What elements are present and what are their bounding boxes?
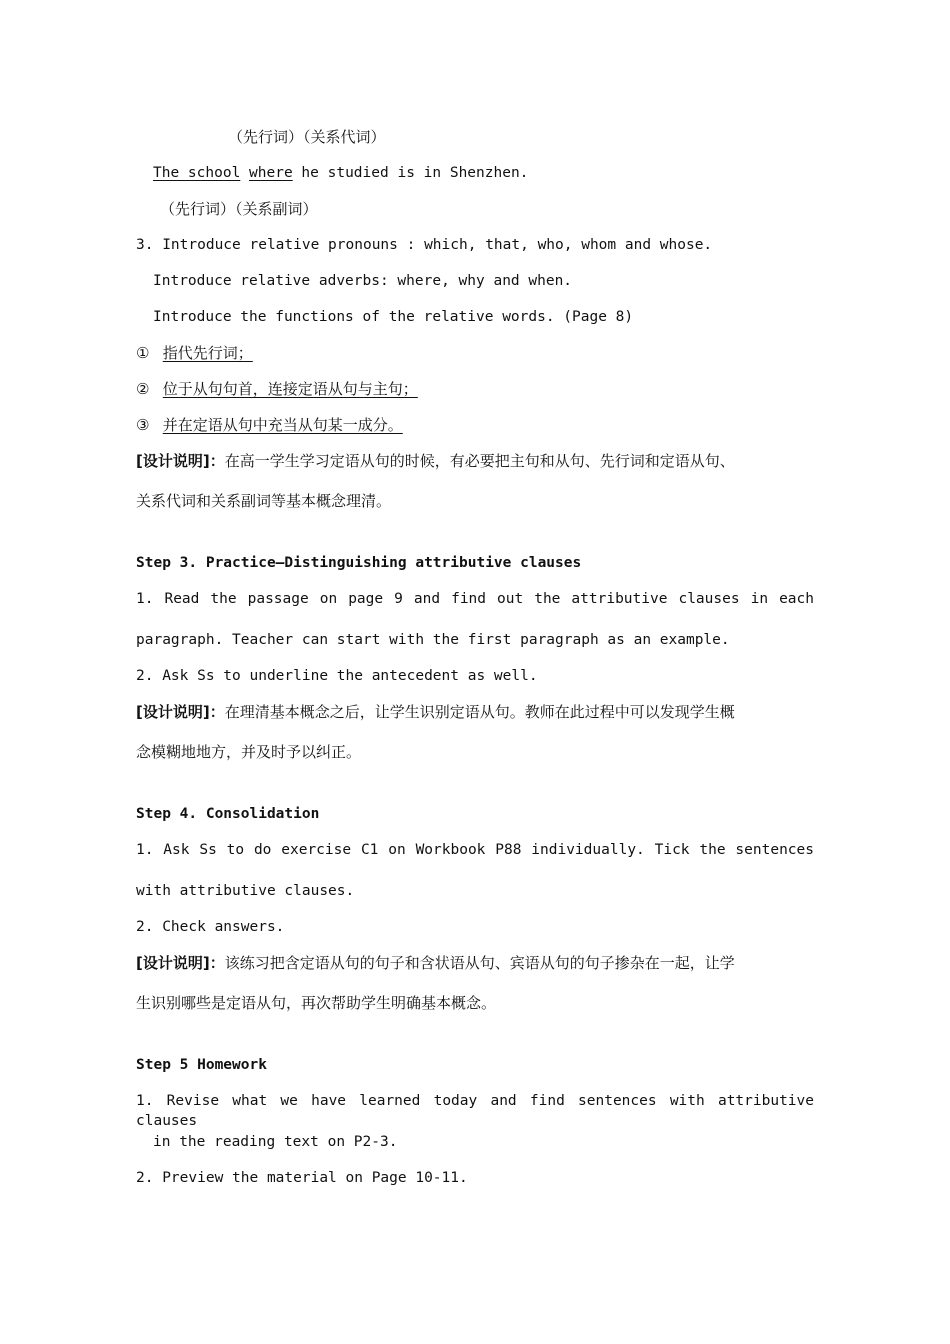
design-note-2 bbox=[136, 702, 735, 722]
item3-line1: 3. Introduce relative pronouns : which, that, who, whom and whose. bbox=[136, 237, 713, 253]
function-text: 指代先行词； bbox=[162, 344, 253, 362]
step4-item1-cont: with attributive clauses. bbox=[136, 883, 355, 899]
circled-number: ③ bbox=[136, 416, 150, 434]
example-sentence bbox=[153, 163, 528, 183]
circled-number: ① bbox=[136, 344, 150, 362]
step5-item1-cont: in the reading text on P2-3. bbox=[153, 1134, 398, 1150]
step5-item1: 1. Revise what we have learned today and find sentences with attributive clauses bbox=[136, 1093, 814, 1129]
function-item-2 bbox=[136, 379, 418, 399]
design-note-label: [设计说明]： bbox=[136, 452, 225, 470]
design-note-text: 在高一学生学习定语从句的时候，有必要把主句和从句、先行词和定语从句、 bbox=[224, 452, 735, 470]
circled-number: ② bbox=[136, 380, 150, 398]
step3-item1: 1. Read the passage on page 9 and find out the attributive clauses in each bbox=[136, 591, 814, 607]
relative-adverb: where bbox=[249, 165, 293, 181]
function-item-3 bbox=[136, 415, 403, 435]
function-text: 并在定语从句中充当从句某一成分。 bbox=[162, 416, 403, 434]
labels-pronoun: （先行词）（关系代词） bbox=[228, 128, 386, 146]
step4-item1: 1. Ask Ss to do exercise C1 on Workbook P88 individually. Tick the sentences bbox=[136, 842, 814, 858]
step5-item2: 2. Preview the material on Page 10-11. bbox=[136, 1170, 468, 1186]
function-item-1 bbox=[136, 343, 253, 363]
design-note-3-cont: 生识别哪些是定语从句，再次帮助学生明确基本概念。 bbox=[136, 994, 497, 1012]
design-note-1 bbox=[136, 451, 735, 471]
sentence-rest: he studied is in Shenzhen. bbox=[292, 165, 529, 181]
step3-item1-cont: paragraph. Teacher can start with the first paragraph as an example. bbox=[136, 632, 730, 648]
step3-title: Step 3. Practice—Distinguishing attributive clauses bbox=[136, 555, 582, 571]
item3-line2: Introduce relative adverbs: where, why and when. bbox=[153, 273, 573, 289]
function-text: 位于从句句首，连接定语从句与主句； bbox=[162, 380, 418, 398]
design-note-text: 该练习把含定语从句的句子和含状语从句、宾语从句的句子掺杂在一起，让学 bbox=[224, 954, 735, 972]
design-note-label: [设计说明]： bbox=[136, 954, 225, 972]
design-note-2-cont: 念模糊地地方，并及时予以纠正。 bbox=[136, 743, 362, 761]
design-note-1-cont: 关系代词和关系副词等基本概念理清。 bbox=[136, 492, 392, 510]
design-note-3 bbox=[136, 953, 735, 973]
design-note-label: [设计说明]： bbox=[136, 703, 225, 721]
step3-item2: 2. Ask Ss to underline the antecedent as well. bbox=[136, 668, 538, 684]
labels-adverb: （先行词）（关系副词） bbox=[160, 200, 318, 218]
item3-line3: Introduce the functions of the relative words. (Page 8) bbox=[153, 309, 634, 325]
antecedent: The school bbox=[153, 165, 241, 181]
step5-title: Step 5 Homework bbox=[136, 1057, 267, 1073]
design-note-text: 在理清基本概念之后，让学生识别定语从句。教师在此过程中可以发现学生概 bbox=[224, 703, 735, 721]
step4-item2: 2. Check answers. bbox=[136, 919, 285, 935]
step4-title: Step 4. Consolidation bbox=[136, 806, 320, 822]
